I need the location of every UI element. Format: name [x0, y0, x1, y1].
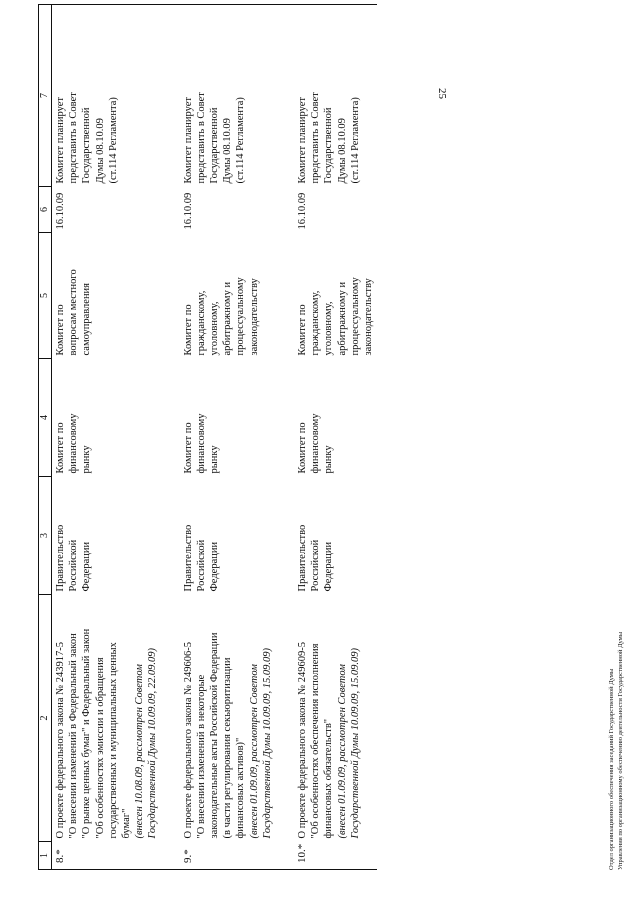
committee-line: уголовному,: [323, 301, 335, 356]
date-cell: 16.10.09: [297, 192, 309, 230]
status-line: (ст.114 Регламента): [349, 97, 361, 184]
committee-line: Комитет по: [182, 304, 194, 356]
committee-line: Комитет по: [182, 422, 194, 474]
committee-line: законодательству: [248, 278, 260, 356]
header-col-4: 4: [39, 359, 52, 477]
status-line: Думы 08.10.09: [222, 118, 234, 184]
footer-line: Отдел организационного обеспечения заседаний Государственной Думы: [608, 668, 615, 870]
date-cell: 16.10.09: [182, 192, 194, 230]
bill-note-line: Государственной Думы 10.09.09, 22.09.09): [147, 648, 159, 839]
responsible-committee-cell: [180, 359, 276, 477]
status-line: Комитет планирует: [55, 97, 66, 184]
bill-line: "О внесении изменений в Федеральный закон: [68, 633, 80, 839]
co-committee-cell: [180, 233, 276, 359]
committee-line: вопросам местного: [68, 269, 80, 356]
table-row: [180, 5, 276, 870]
committee-line: Комитет по: [297, 422, 309, 474]
initiator-cell: [180, 477, 276, 595]
status-line: (ст.114 Регламента): [235, 97, 247, 184]
bill-line: "Об особенностях обеспечения исполнения: [310, 643, 322, 839]
responsible-committee-cell: [294, 359, 377, 477]
bill-line: государственных и муниципальных ценных: [107, 642, 119, 839]
status-line: (ст.114 Регламента): [107, 97, 119, 184]
status-line: представить в Совет: [68, 92, 80, 184]
bill-title-cell: [180, 595, 276, 842]
status-cell: [180, 5, 276, 187]
initiator-cell: [294, 477, 377, 595]
committee-line: финансовому: [68, 413, 80, 474]
status-line: Комитет планирует: [182, 97, 194, 184]
initiator-line: Правительство: [55, 524, 66, 592]
table-container: [38, 5, 403, 870]
row-spacer: [162, 5, 180, 870]
status-cell: [294, 5, 377, 187]
co-committee-cell: [294, 233, 377, 359]
header-row: [39, 5, 52, 870]
committee-line: уголовному,: [209, 301, 221, 356]
committee-line: арбитражному и: [222, 281, 234, 356]
status-cell: [52, 5, 162, 187]
committee-line: арбитражному и: [336, 281, 348, 356]
responsible-committee-cell: [52, 359, 162, 477]
page-number: 25: [436, 88, 448, 99]
row-number: 10.*: [294, 842, 377, 870]
header-col-1: 1: [39, 842, 52, 870]
status-line: представить в Совет: [310, 92, 322, 184]
table-row: [52, 5, 162, 870]
footer-line: Управления по организационному обеспечению деятельности Государственной Думы: [616, 631, 624, 870]
footer: [608, 632, 625, 870]
bill-note-line: (внесен 01.09.09, рассмотрен Советом: [336, 664, 348, 839]
header-col-3: 3: [39, 477, 52, 595]
committee-line: гражданскому,: [195, 290, 207, 356]
committee-line: финансовому: [310, 413, 322, 474]
committee-line: Комитет по: [297, 304, 309, 356]
committee-line: законодательству: [363, 278, 375, 356]
committee-line: рынку: [209, 445, 221, 474]
co-committee-cell: [52, 233, 162, 359]
bill-note-line: (внесен 10.08.09, рассмотрен Советом: [134, 664, 146, 839]
initiator-line: Российской: [310, 539, 322, 592]
initiator-line: Федерации: [323, 541, 335, 592]
bill-note-line: Государственной Думы 10.09.09, 15.09.09): [349, 648, 361, 839]
status-line: представить в Совет: [195, 92, 207, 184]
date-cell: 16.10.09: [55, 192, 66, 230]
committee-line: Комитет по: [55, 304, 66, 356]
bill-line: О проекте федерального закона № 249606-5: [182, 641, 194, 839]
committee-line: финансовому: [195, 413, 207, 474]
header-col-2: 2: [39, 595, 52, 842]
bill-line: финансовых обязательств": [323, 718, 335, 839]
status-line: Думы 08.10.09: [94, 118, 106, 184]
initiator-line: Федерации: [209, 541, 221, 592]
committee-line: процессуальному: [235, 277, 247, 356]
bill-line: финансовых активов)": [235, 737, 247, 839]
initiator-cell: [52, 477, 162, 595]
bill-line: "О рынке ценных бумаг" и Федеральный закон: [81, 628, 93, 839]
row-number: 8.*: [52, 842, 162, 870]
status-line: Государственной: [209, 107, 221, 184]
status-line: Думы 08.10.09: [336, 118, 348, 184]
bill-line: (в части регулирования секьюритизации: [222, 657, 234, 839]
committee-line: рынку: [81, 445, 93, 474]
bill-line: "Об особенностях эмиссии и обращения: [94, 657, 106, 839]
status-line: Государственной: [323, 107, 335, 184]
initiator-line: Российской: [195, 539, 207, 592]
committee-line: процессуальному: [349, 277, 361, 356]
bill-line: О проекте федерального закона № 243917-5: [55, 641, 66, 839]
initiator-line: Правительство: [182, 524, 194, 592]
header-col-6: 6: [39, 187, 52, 233]
initiator-line: Правительство: [297, 524, 309, 592]
table-row: [294, 5, 377, 870]
bill-title-cell: [52, 595, 162, 842]
initiator-line: Федерации: [81, 541, 93, 592]
committee-line: Комитет по: [55, 422, 66, 474]
committee-line: рынку: [323, 445, 335, 474]
header-col-5: 5: [39, 233, 52, 359]
bills-table: [38, 4, 377, 870]
status-line: Государственной: [81, 107, 93, 184]
bill-line: "О внесении изменений в некоторые: [195, 674, 207, 839]
initiator-line: Российской: [68, 539, 80, 592]
status-line: Комитет планирует: [297, 97, 309, 184]
bill-line: бумаг": [121, 808, 133, 839]
bill-line: законодательные акты Российской Федерации: [209, 632, 221, 839]
row-number: 9.*: [180, 842, 276, 870]
bill-title-cell: [294, 595, 377, 842]
bill-note-line: (внесен 01.09.09, рассмотрен Советом: [248, 664, 260, 839]
bill-line: О проекте федерального закона № 249609-5: [297, 641, 309, 839]
bill-note-line: Государственной Думы 10.09.09, 15.09.09): [261, 648, 273, 839]
committee-line: самоуправления: [81, 282, 93, 356]
row-spacer: [276, 5, 294, 870]
committee-line: гражданскому,: [310, 290, 322, 356]
header-col-7: 7: [39, 5, 52, 187]
